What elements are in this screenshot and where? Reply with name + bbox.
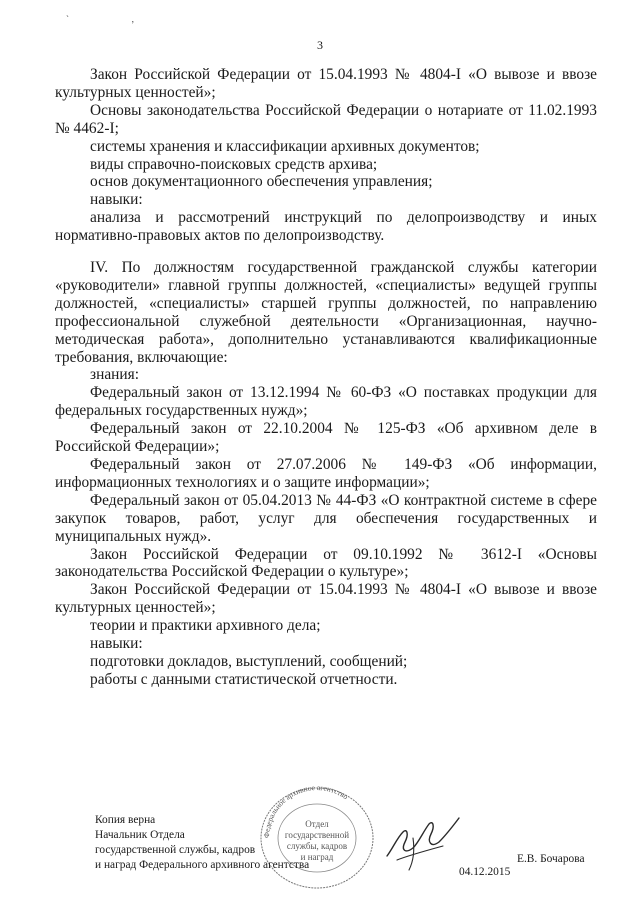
- paragraph: знания:: [90, 366, 139, 384]
- corner-scan-marks: ` ‚: [66, 14, 165, 24]
- certification-date: 04.12.2015: [459, 866, 511, 878]
- page-number: 3: [317, 38, 323, 52]
- copy-certified-line: Копия верна: [95, 814, 156, 826]
- paragraph: анализа и рассмотрений инструкций по делопроизводству и иных нормативно-правовых актов по делопроизводству.: [55, 209, 597, 245]
- seal-inner-line: Отдел: [305, 819, 329, 829]
- paragraph: Закон Российской Федерации от 15.04.1993 № 4804-I «О вывозе и ввозе культурных ценностей»;: [55, 581, 597, 617]
- requirements-block-continued: [55, 66, 597, 245]
- section-iv-block: [55, 259, 597, 689]
- paragraph: Федеральный закон от 27.07.2006 № 149-ФЗ «Об информации, информационных технологиях и о защите информации»;: [55, 455, 597, 491]
- department-line: государственной службы, кадров: [95, 844, 256, 856]
- paragraph: основ документационного обеспечения управления;: [90, 173, 433, 191]
- position-line: Начальник Отдела: [95, 829, 185, 841]
- paragraph: Федеральный закон от 22.10.2004 № 125-ФЗ «Об архивном деле в Российской Федерации»;: [55, 420, 597, 456]
- paragraph: работы с данными статистической отчетности.: [90, 670, 398, 688]
- seal-inner-line: и наград: [300, 852, 334, 862]
- handwritten-signature: [383, 812, 463, 874]
- paragraph: теории и практики архивного дела;: [90, 617, 321, 635]
- paragraph: Федеральный закон от 13.12.1994 № 60-ФЗ «О поставках продукции для федеральных государственных нужд»;: [55, 384, 597, 420]
- certification-block: [95, 813, 309, 873]
- paragraph: Закон Российской Федерации от 09.10.1992 № 3612-I «Основы законодательства Российской Федерации о культуре»;: [55, 545, 597, 581]
- paragraph: системы хранения и классификации архивных документов;: [90, 137, 480, 155]
- paragraph: Основы законодательства Российской Федерации о нотариате от 11.02.1993 № 4462-I;: [55, 101, 597, 137]
- signer-name: Е.В. Бочарова: [517, 853, 585, 865]
- seal-inner-line: службы, кадров: [286, 841, 348, 851]
- seal-inner-line: государственной: [284, 830, 350, 840]
- agency-line: и наград Федерального архивного агентства: [95, 859, 310, 871]
- paragraph: Федеральный закон от 05.04.2013 № 44-ФЗ «О контрактной системе в сфере закупок товаров, работ, услуг для обеспечения государственных и муниципальных нужд».: [55, 491, 597, 545]
- seal-outer-text: Федеральное архивное агентство: [261, 784, 350, 839]
- paragraph: Закон Российской Федерации от 15.04.1993 № 4804-I «О вывозе и ввозе культурных ценностей»;: [55, 66, 597, 101]
- paragraph: навыки:: [90, 635, 143, 653]
- paragraph: виды справочно-поисковых средств архива;: [90, 155, 378, 173]
- paragraph: подготовки докладов, выступлений, сообщений;: [90, 652, 408, 670]
- section-heading-paragraph: IV. По должностям государственной гражданской службы категории «руководители» главной группы должностей, «специалисты» ведущей группы должностей, «специалисты» старшей группы должностей, по направлению профессиональной служебной деятельности «Организационная, научно-методическая работа», дополнительно устанавливаются квалификационные требования, включающие:: [55, 259, 597, 366]
- paragraph: навыки:: [90, 191, 143, 209]
